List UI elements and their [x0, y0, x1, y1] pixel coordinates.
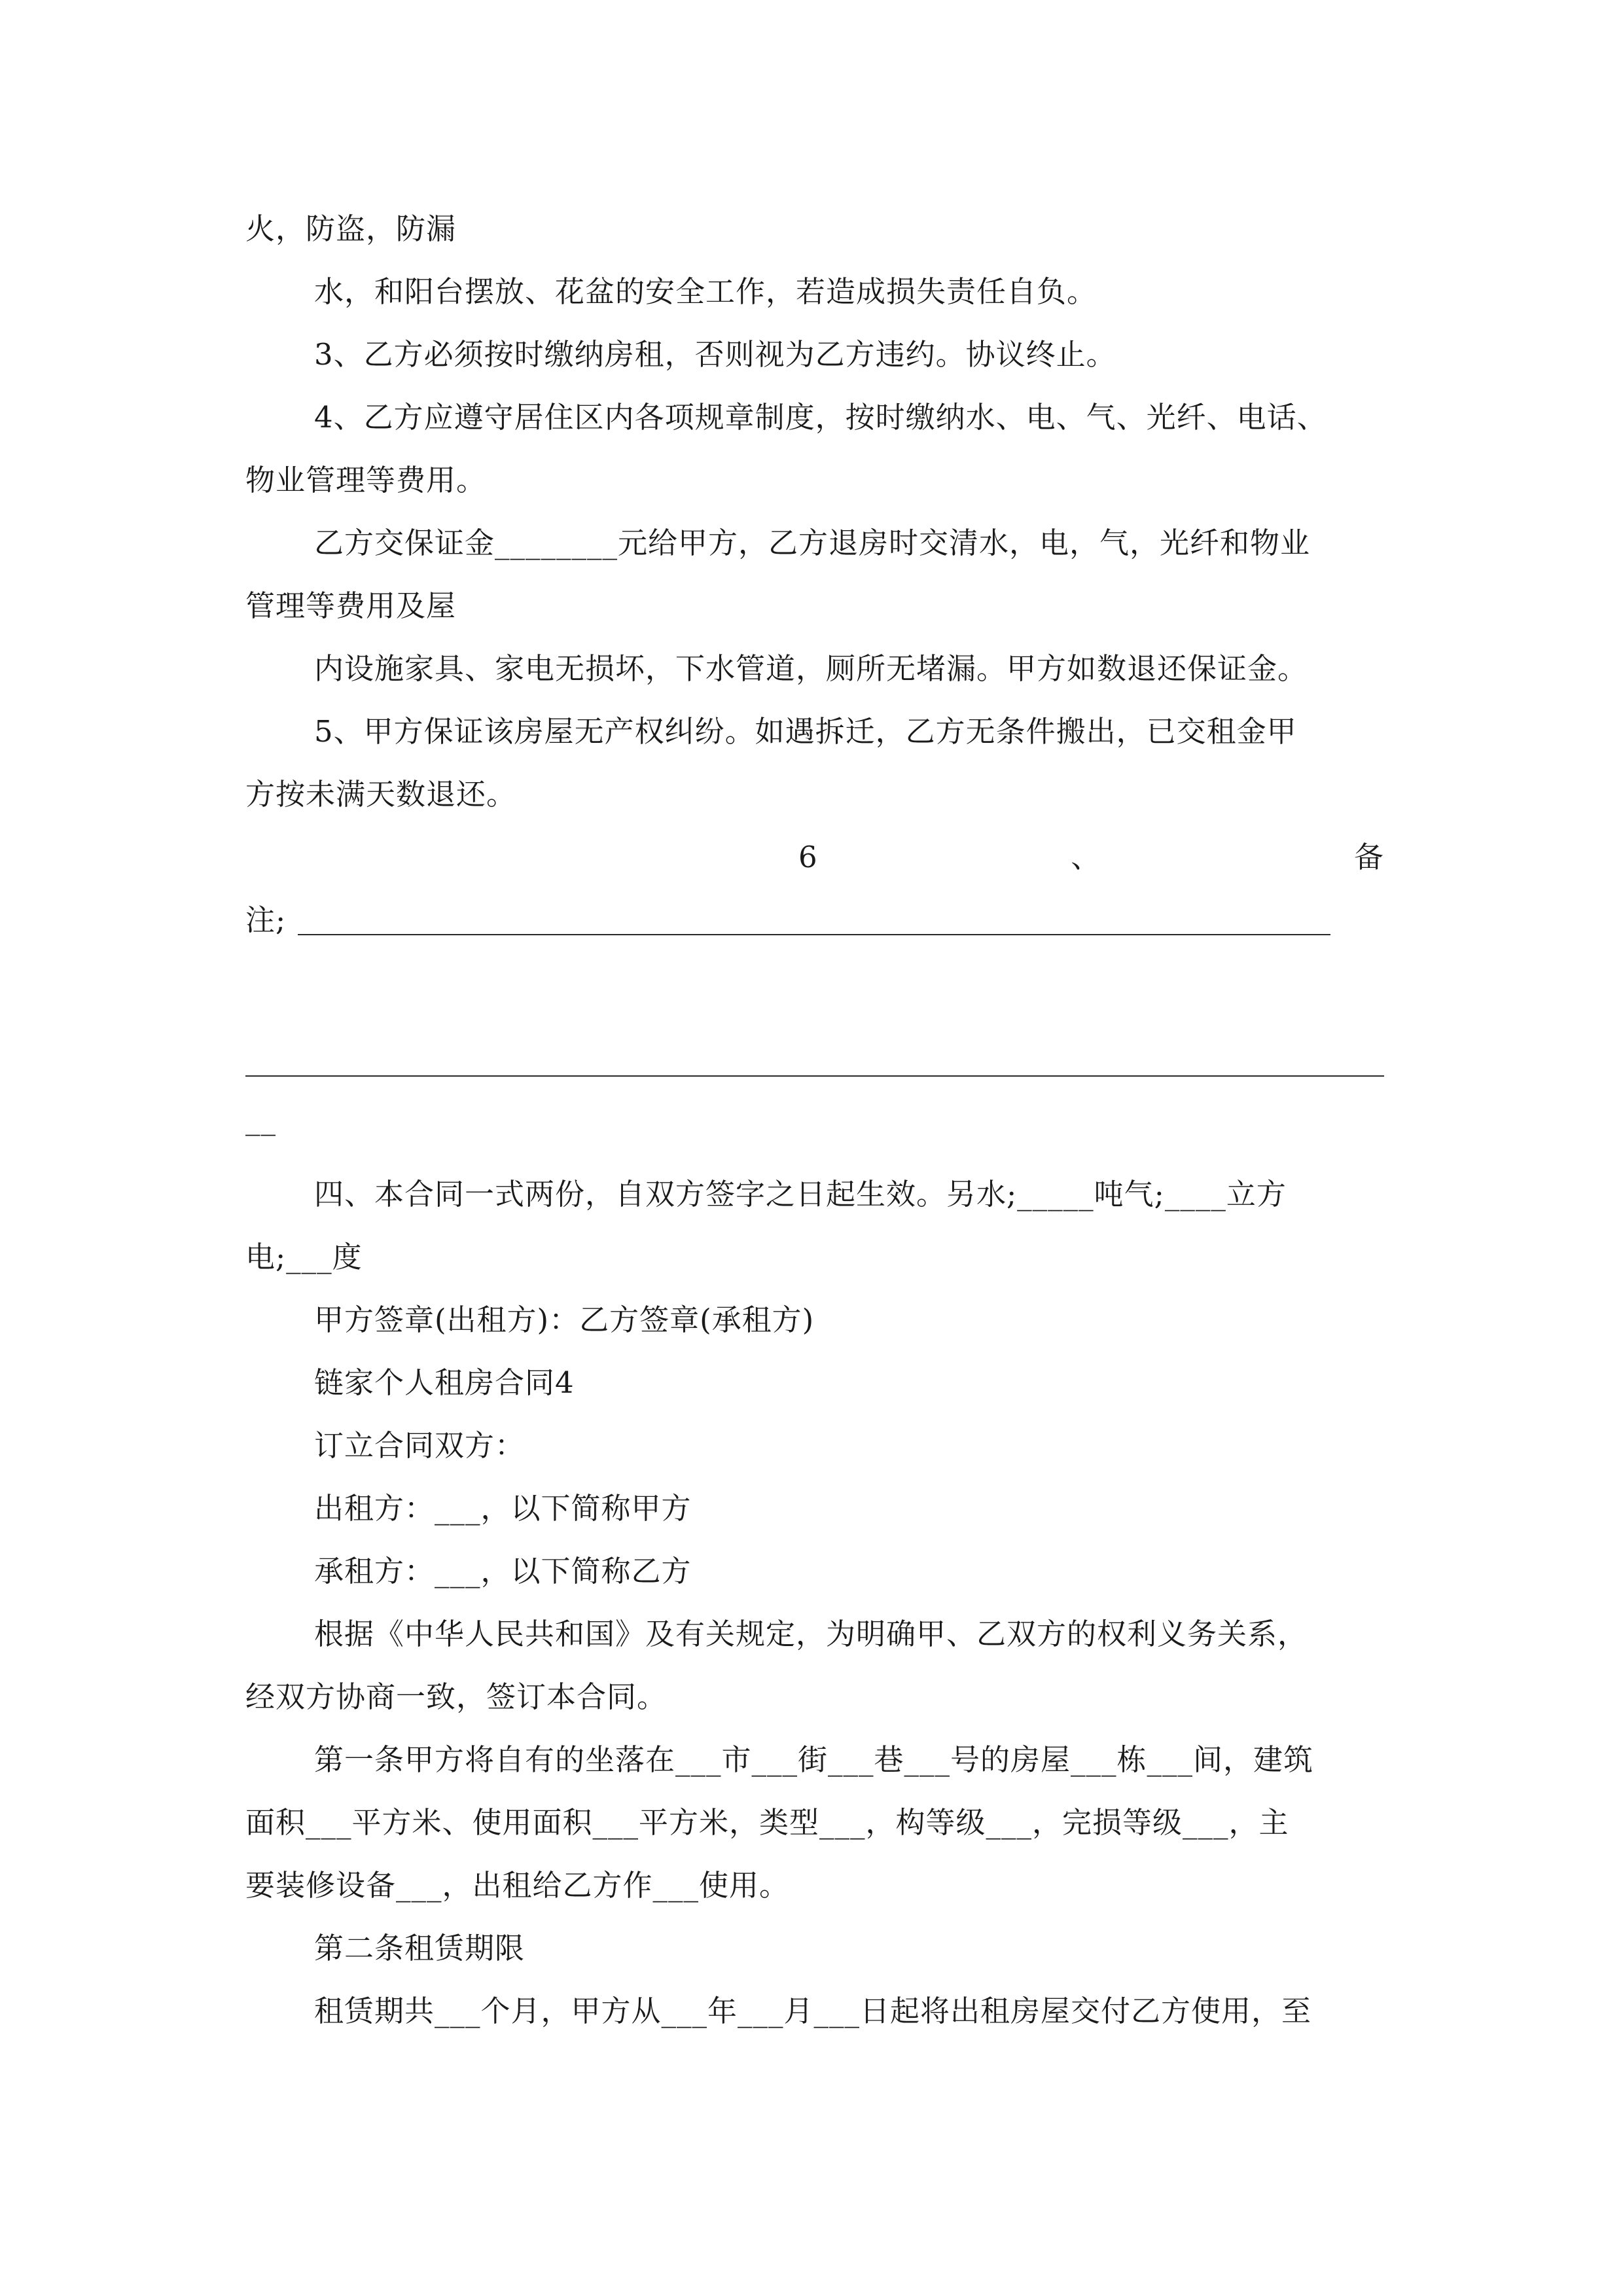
remark-separator: 、	[1071, 840, 1101, 874]
section-heading: 第二条租赁期限	[314, 1931, 526, 1965]
text-line-21: 面积___平方米、使用面积___平方米，类型___，构等级___，完损等级___，主	[245, 1805, 1289, 1840]
remark-number: 6	[798, 840, 818, 874]
text-line-1: 火，防盗，防漏	[245, 211, 457, 246]
text-line-16: 出租方：___，以下简称甲方	[314, 1491, 692, 1526]
text-line-15: 订立合同双方：	[314, 1428, 526, 1463]
remark-tail-line: __	[245, 1102, 276, 1136]
text-line-4: 4、乙方应遵守居住区内各项规章制度，按时缴纳水、电、气、光纤、电话、	[314, 400, 1327, 435]
text-line-10: 方按未满天数退还。	[245, 777, 517, 812]
remark-label: 注;	[245, 903, 287, 937]
remark-char: 备	[1353, 840, 1384, 874]
text-line-7: 管理等费用及屋	[245, 588, 457, 623]
remark-underline-2	[245, 1075, 1384, 1077]
text-line-24: 租赁期共___个月，甲方从___年___月___日起将出租房屋交付乙方使用，至	[314, 1994, 1312, 2028]
text-line-6: 乙方交保证金________元给甲方，乙方退房时交清水，电，气，光纤和物业	[314, 526, 1311, 560]
text-line-11: 四、本合同一式两份，自双方签字之日起生效。另水;_____吨气;____立方	[314, 1177, 1287, 1211]
text-line-3: 3、乙方必须按时缴纳房租，否则视为乙方违约。协议终止。	[314, 337, 1116, 372]
contract-title: 链家个人租房合同4	[314, 1365, 575, 1400]
text-line-17: 承租方：___，以下简称乙方	[314, 1554, 692, 1588]
text-line-5: 物业管理等费用。	[245, 463, 487, 497]
text-line-12: 电;___度	[245, 1240, 363, 1274]
text-line-22: 要装修设备___，出租给乙方作___使用。	[245, 1868, 790, 1903]
text-line-8: 内设施家具、家电无损坏，下水管道，厕所无堵漏。甲方如数退还保证金。	[314, 651, 1308, 686]
signature-line: 甲方签章(出租方)：乙方签章(承租方)	[314, 1302, 815, 1337]
text-line-2: 水，和阳台摆放、花盆的安全工作，若造成损失责任自负。	[314, 274, 1097, 309]
text-line-19: 经双方协商一致，签订本合同。	[245, 1679, 668, 1714]
remark-underline-1	[298, 934, 1330, 935]
text-line-20: 第一条甲方将自有的坐落在___市___街___巷___号的房屋___栋___间，建筑	[314, 1742, 1314, 1777]
text-line-18: 根据《中华人民共和国》及有关规定，为明确甲、乙双方的权利义务关系，	[314, 1617, 1308, 1651]
text-line-9: 5、甲方保证该房屋无产权纠纷。如遇拆迁，乙方无条件搬出，已交租金甲	[314, 714, 1297, 749]
remark-heading-line	[798, 838, 1384, 877]
